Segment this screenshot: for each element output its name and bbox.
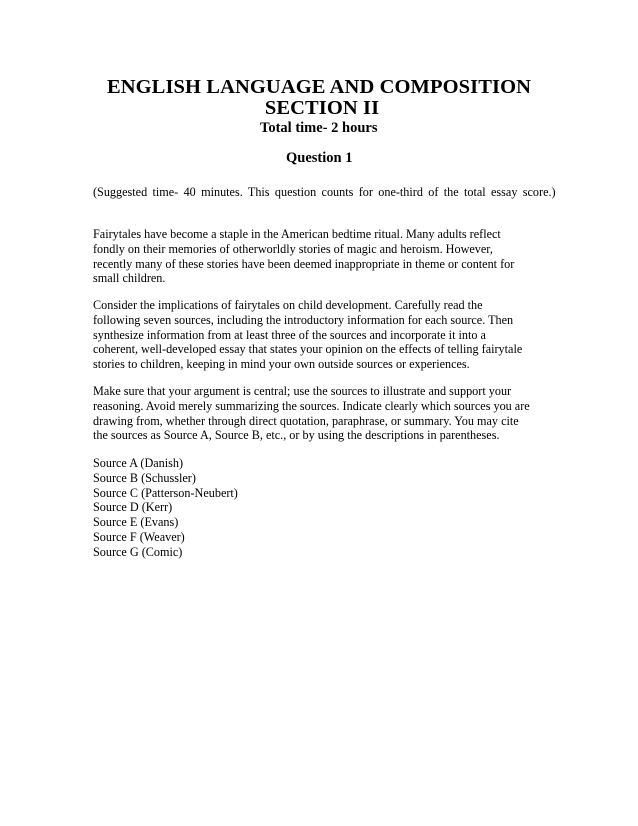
question-heading: Question 1 bbox=[286, 150, 353, 166]
source-item: Source B (Schussler) bbox=[93, 470, 196, 485]
source-item: Source F (Weaver) bbox=[93, 529, 185, 544]
paragraph-line: drawing from, whether through direct quotation, paraphrase, or summary. You may cite bbox=[93, 413, 519, 428]
source-item: Source D (Kerr) bbox=[93, 500, 173, 515]
paragraph-line: the sources as Source A, Source B, etc., or by using the descriptions in parentheses. bbox=[93, 428, 500, 443]
paragraph-line: recently many of these stories have been deemed inappropriate in theme or content for bbox=[93, 256, 515, 271]
source-item: Source E (Evans) bbox=[93, 515, 179, 530]
citation-guidance-paragraph bbox=[93, 384, 553, 443]
paragraph-line: Make sure that your argument is central; use the sources to illustrate and support your bbox=[93, 384, 512, 398]
section-title: SECTION II bbox=[264, 97, 380, 119]
paragraph-line: following seven sources, including the introductory information for each source. Then bbox=[93, 312, 514, 327]
source-item: Source C (Patterson-Neubert) bbox=[93, 485, 238, 500]
source-list bbox=[93, 456, 238, 560]
paragraph-line: Consider the implications of fairytales on child development. Carefully read the bbox=[93, 298, 483, 312]
suggested-time-instructions: (Suggested time- 40 minutes. This question counts for one-third of the total essay score.) bbox=[93, 185, 556, 199]
paragraph-line: small children. bbox=[93, 271, 166, 286]
source-item: Source G (Comic) bbox=[93, 544, 183, 559]
paragraph-line: fondly on their memories of otherworldly stories of magic and heroism. However, bbox=[93, 241, 493, 256]
paragraph-line: coherent, well-developed essay that states your opinion on the effects of telling fairytale bbox=[93, 342, 523, 357]
intro-paragraph bbox=[93, 227, 553, 286]
paragraph-line: reasoning. Avoid merely summarizing the sources. Indicate clearly which sources you are bbox=[93, 398, 530, 413]
paragraph-line: Fairytales have become a staple in the American bedtime ritual. Many adults reflect bbox=[93, 227, 501, 241]
total-time: Total time- 2 hours bbox=[260, 120, 378, 136]
paragraph-line: synthesize information from at least three of the sources and incorporate it into a bbox=[93, 327, 486, 342]
source-item: Source A (Danish) bbox=[93, 456, 184, 470]
exam-title: ENGLISH LANGUAGE AND COMPOSITION bbox=[106, 76, 532, 98]
paragraph-line: stories to children, keeping in mind your own outside sources or experiences. bbox=[93, 357, 470, 372]
task-paragraph bbox=[93, 298, 553, 372]
